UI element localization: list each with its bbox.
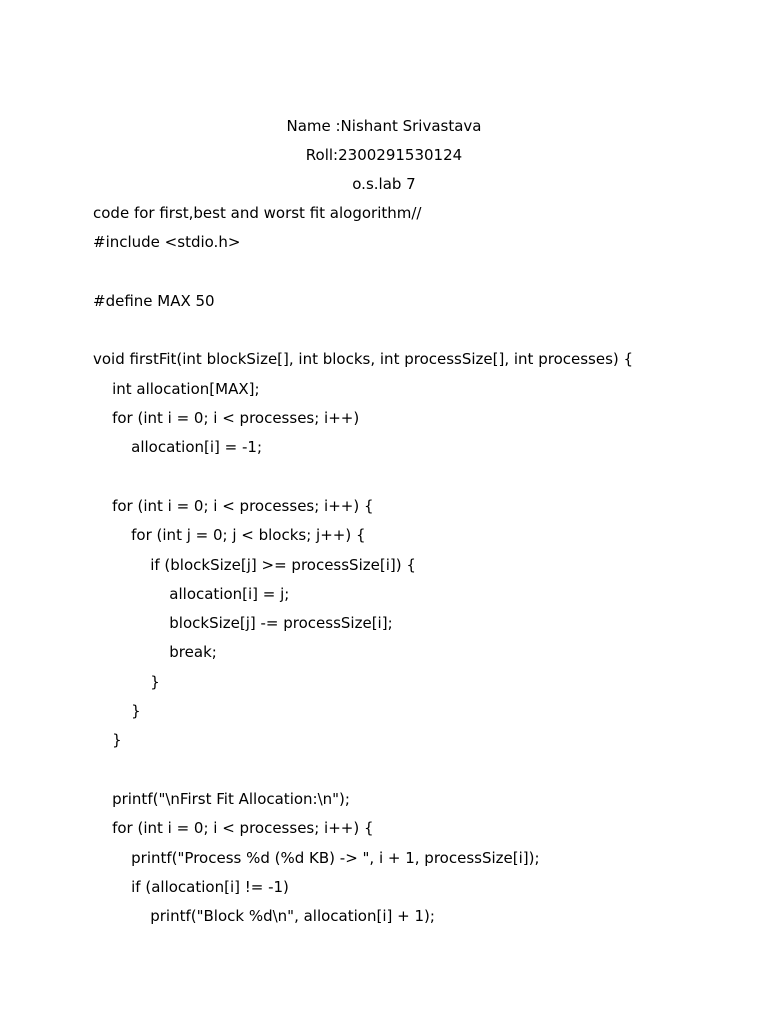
code-line: for (int i = 0; i < processes; i++) { xyxy=(93,496,374,515)
code-line xyxy=(93,467,753,496)
code-line: } xyxy=(93,731,122,750)
code-line xyxy=(93,320,753,349)
code-line: for (int j = 0; j < blocks; j++) { xyxy=(93,526,366,545)
code-line: blockSize[j] -= processSize[i]; xyxy=(93,614,393,633)
code-block xyxy=(93,203,753,935)
code-line: for (int i = 0; i < processes; i++) { xyxy=(93,819,374,838)
code-line: printf("Process %d (%d KB) -> ", i + 1, processSize[i]); xyxy=(93,848,540,867)
code-line: for (int i = 0; i < processes; i++) xyxy=(93,409,360,428)
code-line: void firstFit(int blockSize[], int blocks, int processSize[], int processes) { xyxy=(93,350,634,369)
code-line xyxy=(93,760,753,789)
code-line xyxy=(93,262,753,291)
code-line: allocation[i] = -1; xyxy=(93,438,263,457)
code-line: printf("\nFirst Fit Allocation:\n"); xyxy=(93,789,350,808)
code-line: allocation[i] = j; xyxy=(93,584,290,603)
code-line: break; xyxy=(93,643,217,662)
author-name: Name :Nishant Srivastava xyxy=(286,117,482,135)
code-line: #define MAX 50 xyxy=(93,291,215,310)
code-line: } xyxy=(93,702,141,721)
code-line: int allocation[MAX]; xyxy=(93,379,260,398)
code-line: #include <stdio.h> xyxy=(93,233,241,252)
lab-title: o.s.lab 7 xyxy=(352,175,416,193)
code-line: code for first,best and worst fit alogorithm// xyxy=(93,204,422,222)
roll-number: Roll:2300291530124 xyxy=(305,146,463,164)
code-line: } xyxy=(93,672,160,691)
code-line: if (allocation[i] != -1) xyxy=(93,877,289,896)
code-line: if (blockSize[j] >= processSize[i]) { xyxy=(93,555,416,574)
code-line: printf("Block %d\n", allocation[i] + 1); xyxy=(93,907,435,926)
